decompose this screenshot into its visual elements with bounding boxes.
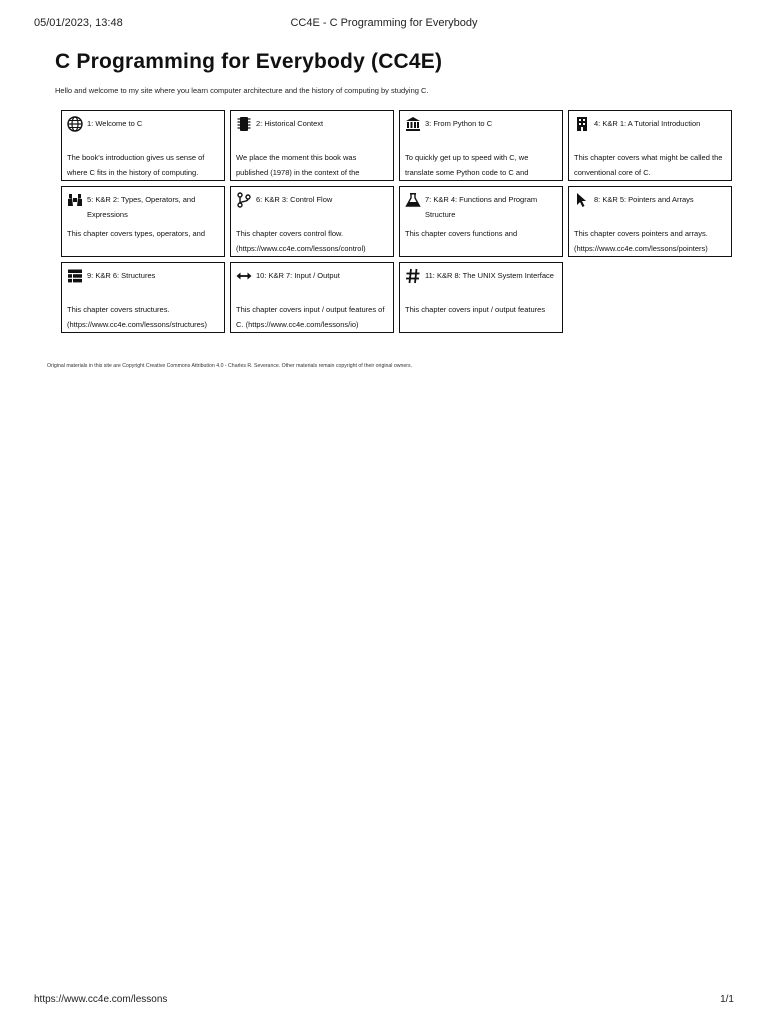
lesson-card[interactable]: [230, 186, 394, 257]
print-datetime: 05/01/2023, 13:48: [34, 17, 123, 29]
arrows-h-icon: [236, 268, 252, 284]
lesson-title[interactable]: 2: Historical Context: [256, 119, 324, 128]
lesson-description: We place the moment this book was published (1978) in the context of the: [236, 153, 360, 177]
lesson-card[interactable]: [230, 262, 394, 333]
lesson-title[interactable]: 3: From Python to C: [425, 119, 493, 128]
building-icon: [574, 116, 590, 132]
print-document-title: CC4E - C Programming for Everybody: [290, 17, 478, 29]
lesson-card[interactable]: [568, 186, 732, 257]
lesson-card[interactable]: [61, 262, 225, 333]
lesson-description: This chapter covers input / output features: [405, 305, 546, 314]
binoculars-icon: [67, 192, 83, 208]
lesson-title[interactable]: 4: K&R 1: A Tutorial Introduction: [594, 119, 701, 128]
bank-icon: [405, 116, 421, 132]
lesson-card[interactable]: [399, 262, 563, 333]
lesson-description: This chapter covers input / output features of C. (https://www.cc4e.com/lessons/io): [236, 305, 385, 329]
lesson-description: This chapter covers types, operators, and: [67, 229, 205, 238]
lesson-description: This chapter covers what might be called the conventional core of C.: [574, 153, 723, 177]
lesson-card[interactable]: [61, 110, 225, 181]
lesson-title[interactable]: 6: K&R 3: Control Flow: [256, 195, 333, 204]
lesson-title[interactable]: 5: K&R 2: Types, Operators, and Expressions: [87, 195, 196, 219]
flask-icon: [405, 192, 421, 208]
mouse-pointer-icon: [574, 192, 590, 208]
print-page-number: 1/1: [720, 994, 734, 1005]
code-branch-icon: [236, 192, 252, 208]
print-url: https://www.cc4e.com/lessons: [34, 994, 168, 1005]
lesson-title[interactable]: 8: K&R 5: Pointers and Arrays: [594, 195, 694, 204]
lesson-card[interactable]: [61, 186, 225, 257]
intro-text: Hello and welcome to my site where you learn computer architecture and the history of computing by studying C.: [55, 86, 429, 95]
lesson-title[interactable]: 7: K&R 4: Functions and Program Structure: [425, 195, 538, 219]
lesson-description: This chapter covers pointers and arrays. (https://www.cc4e.com/lessons/pointers): [574, 229, 708, 253]
lesson-title[interactable]: 10: K&R 7: Input / Output: [256, 271, 340, 280]
lesson-grid: [61, 110, 732, 333]
lesson-description: To quickly get up to speed with C, we translate some Python code to C and: [405, 153, 529, 177]
table-icon: [67, 268, 83, 284]
lesson-title[interactable]: 11: K&R 8: The UNIX System Interface: [425, 271, 554, 280]
lesson-card[interactable]: [399, 110, 563, 181]
page-title: C Programming for Everybody (CC4E): [55, 50, 443, 73]
lesson-description: The book's introduction gives us sense of where C fits in the history of computing.: [67, 153, 205, 177]
lesson-description: This chapter covers structures. (https://www.cc4e.com/lessons/structures): [67, 305, 208, 329]
lesson-title[interactable]: 9: K&R 6: Structures: [87, 271, 156, 280]
copyright-footnote: Original materials in this site are Copyright Creative Commons Attribution 4.0 - Charles R. Severance. Other materials remain copyright of their original owners.: [47, 363, 413, 369]
hashtag-icon: [405, 268, 421, 284]
lesson-description: This chapter covers functions and: [405, 229, 518, 238]
lesson-card[interactable]: [399, 186, 563, 257]
lesson-card[interactable]: [568, 110, 732, 181]
lesson-card[interactable]: [230, 110, 394, 181]
chip-icon: [236, 116, 252, 132]
lesson-description: This chapter covers control flow. (https://www.cc4e.com/lessons/control): [236, 229, 366, 253]
lesson-title[interactable]: 1: Welcome to C: [87, 119, 143, 128]
globe-icon: [67, 116, 83, 132]
